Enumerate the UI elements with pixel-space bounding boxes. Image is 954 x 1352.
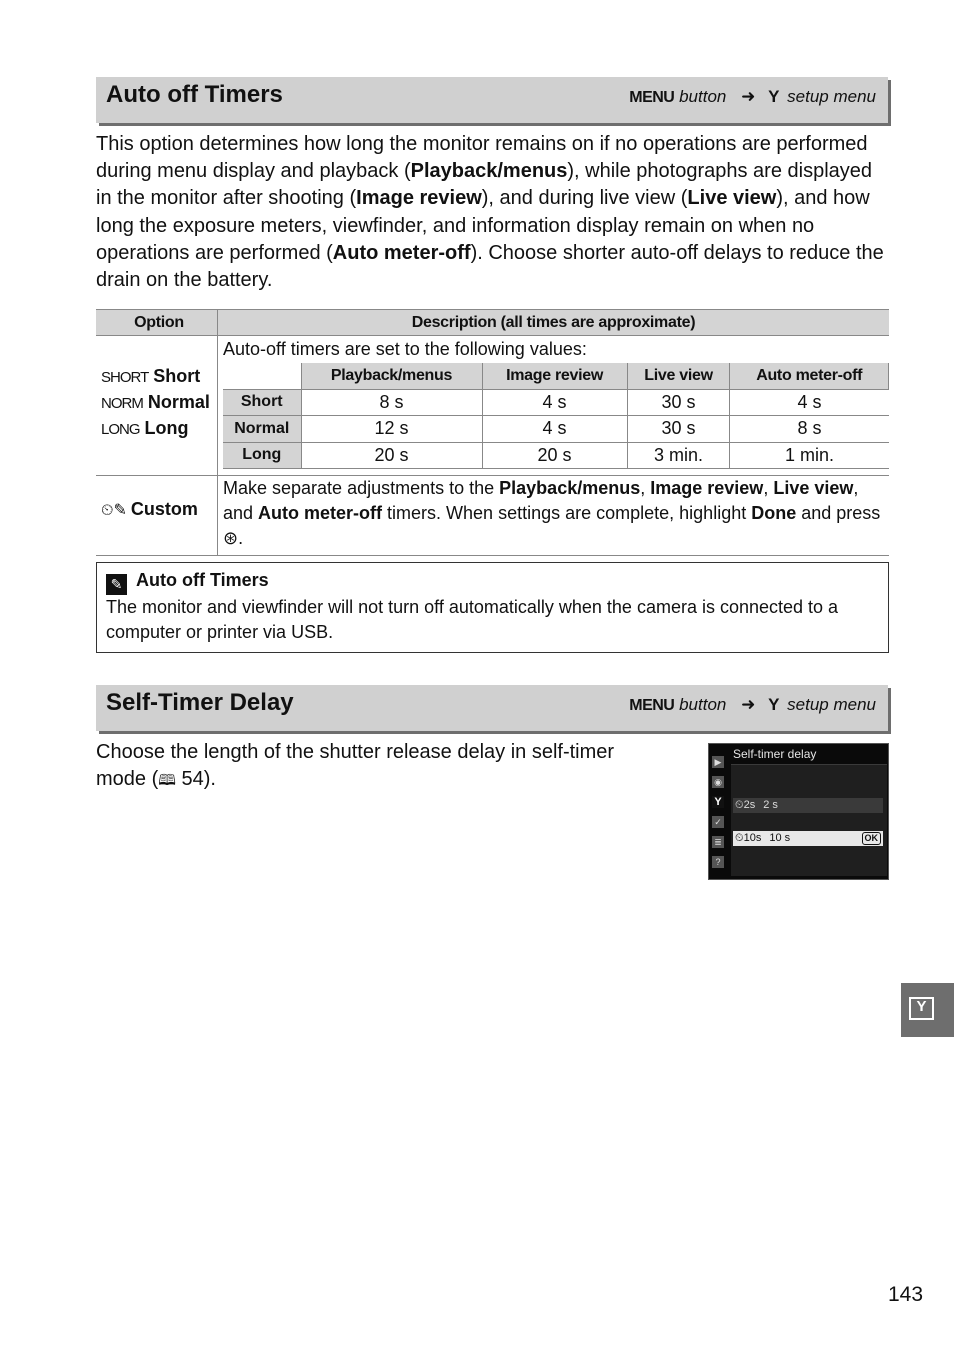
shooting-menu-icon: ◉ — [712, 776, 724, 788]
norm-icon: NORM — [101, 395, 143, 412]
term-playback-menus: Playback/menus — [410, 160, 568, 183]
wrench-icon: Y — [909, 997, 934, 1020]
text-run: . — [238, 528, 244, 548]
table-cell: 30 s — [627, 416, 730, 443]
row-header-normal: Normal — [223, 416, 301, 443]
text-run: Choose the length of the shutter release delay in self-timer mode ( — [96, 741, 615, 791]
short-icon: SHORT — [101, 369, 149, 386]
section-header-auto-off-timers — [96, 77, 888, 123]
col-playback-menus: Playback/menus — [301, 363, 482, 389]
table-cell: 20 s — [301, 442, 482, 469]
retouch-menu-icon: ✓ — [712, 816, 724, 828]
note-body: The monitor and viewfinder will not turn off automatically when the camera is connected to a computer or printer via USB. — [106, 597, 839, 642]
camera-option-10s — [733, 831, 883, 846]
table-cell: 8 s — [301, 389, 482, 416]
option-label: Custom — [130, 499, 198, 519]
help-icon: ? — [712, 856, 724, 868]
option-value: 10 s — [769, 832, 791, 844]
setup-menu-icon: Y — [712, 796, 724, 808]
custom-timer-icon: ⏲✎ — [101, 502, 127, 519]
option-custom — [101, 476, 217, 520]
options-table — [96, 309, 889, 556]
wrench-icon: Y — [768, 695, 780, 714]
term: Playback/menus — [499, 478, 641, 498]
preset-description: Auto-off timers are set to the following values: — [223, 339, 587, 359]
self-timer-2s-icon: ⏲2s — [735, 799, 756, 811]
button-word: button — [679, 695, 727, 714]
table-cell: 1 min. — [730, 442, 889, 469]
text-run: Make separate adjustments to the — [223, 478, 500, 498]
text-run: , — [640, 478, 651, 498]
preset-options-cell — [96, 336, 218, 476]
term-done: Done — [751, 503, 797, 523]
camera-option-2s — [733, 798, 883, 813]
section-header-self-timer-delay — [96, 685, 888, 731]
timer-values-table — [223, 363, 889, 469]
text-run: ), while photographs are displayed in the monitor after shooting ( — [96, 160, 873, 210]
table-row — [223, 416, 889, 443]
text-run: timers. When settings are complete, highlight — [382, 503, 752, 523]
note-title — [106, 568, 879, 595]
row-header-long: Long — [223, 442, 301, 469]
menu-name: setup menu — [787, 695, 876, 714]
col-auto-meter-off: Auto meter-off — [730, 363, 889, 389]
self-timer-10s-icon: ⏲10s — [735, 832, 762, 844]
option-short — [101, 364, 217, 390]
table-cell: 4 s — [730, 389, 889, 416]
option-label: Long — [144, 418, 189, 438]
camera-menu-sidebar — [711, 750, 727, 878]
text-run: This option determines how long the monitor remains on if no operations are performed during menu display and playback ( — [96, 133, 868, 183]
note-title-text: Auto off Timers — [136, 570, 269, 590]
col-live-view: Live view — [627, 363, 730, 389]
text-run: , and — [223, 478, 859, 523]
menu-name: setup menu — [787, 87, 876, 106]
term-live-view: Live view — [687, 187, 777, 210]
section-title: Auto off Timers — [106, 81, 283, 108]
text-run: ), and how long the exposure meters, viewfinder, and information display remain on when no operations are performed ( — [96, 187, 870, 264]
recent-settings-icon: ≣ — [712, 836, 724, 848]
option-long — [101, 416, 217, 442]
camera-menu-screenshot — [708, 743, 889, 880]
term: Live view — [773, 478, 854, 498]
table-cell: 8 s — [730, 416, 889, 443]
text-run: and press — [796, 503, 881, 523]
option-label: Short — [153, 366, 201, 386]
self-timer-paragraph — [96, 739, 666, 794]
note-box — [96, 562, 889, 653]
table-cell: 4 s — [482, 416, 627, 443]
term-image-review: Image review — [356, 187, 482, 210]
term-auto-meter-off: Auto meter-off — [332, 241, 471, 264]
blank-header — [223, 363, 301, 389]
table-row — [223, 389, 889, 416]
menu-path — [629, 87, 876, 107]
camera-menu-panel — [731, 764, 887, 876]
option-label: Normal — [147, 392, 210, 412]
table-cell: 20 s — [482, 442, 627, 469]
ok-button-icon: ⊛ — [223, 528, 239, 548]
intro-paragraph — [96, 131, 888, 294]
arrow-icon: ➜ — [741, 87, 756, 106]
camera-screen-title: Self-timer delay — [733, 747, 817, 761]
text-run: 54). — [175, 768, 216, 791]
table-cell: 3 min. — [627, 442, 730, 469]
section-title: Self-Timer Delay — [106, 689, 294, 716]
preset-description-cell — [218, 336, 890, 476]
term: Auto meter-off — [258, 503, 383, 523]
text-run: ), and during live view ( — [481, 187, 688, 210]
menu-button-label: MENU — [629, 89, 675, 106]
term: Image review — [650, 478, 764, 498]
playback-menu-icon: ▶ — [712, 756, 724, 768]
menu-path — [629, 695, 876, 715]
book-reference-icon: 🕮 — [158, 772, 176, 790]
option-normal — [101, 390, 217, 416]
header-description: Description (all times are approximate) — [218, 310, 890, 336]
wrench-icon: Y — [768, 87, 780, 106]
button-word: button — [679, 87, 727, 106]
pencil-note-icon: ✎ — [106, 574, 127, 595]
col-image-review: Image review — [482, 363, 627, 389]
custom-description — [218, 476, 890, 556]
table-cell: 4 s — [482, 389, 627, 416]
ok-icon: OK — [862, 832, 882, 845]
table-cell: 12 s — [301, 416, 482, 443]
page-number: 143 — [888, 1283, 924, 1306]
row-header-short: Short — [223, 389, 301, 416]
menu-button-label: MENU — [629, 697, 675, 714]
arrow-icon: ➜ — [741, 695, 756, 714]
long-icon: LONG — [101, 421, 140, 438]
custom-option-cell — [96, 476, 218, 556]
table-row — [223, 442, 889, 469]
table-cell: 30 s — [627, 389, 730, 416]
header-option: Option — [96, 310, 218, 336]
text-run: , — [763, 478, 774, 498]
text-run: ). Choose shorter auto-off delays to reduce the drain on the battery. — [96, 241, 884, 292]
option-value: 2 s — [763, 799, 778, 811]
setup-menu-side-tab — [901, 983, 954, 1037]
